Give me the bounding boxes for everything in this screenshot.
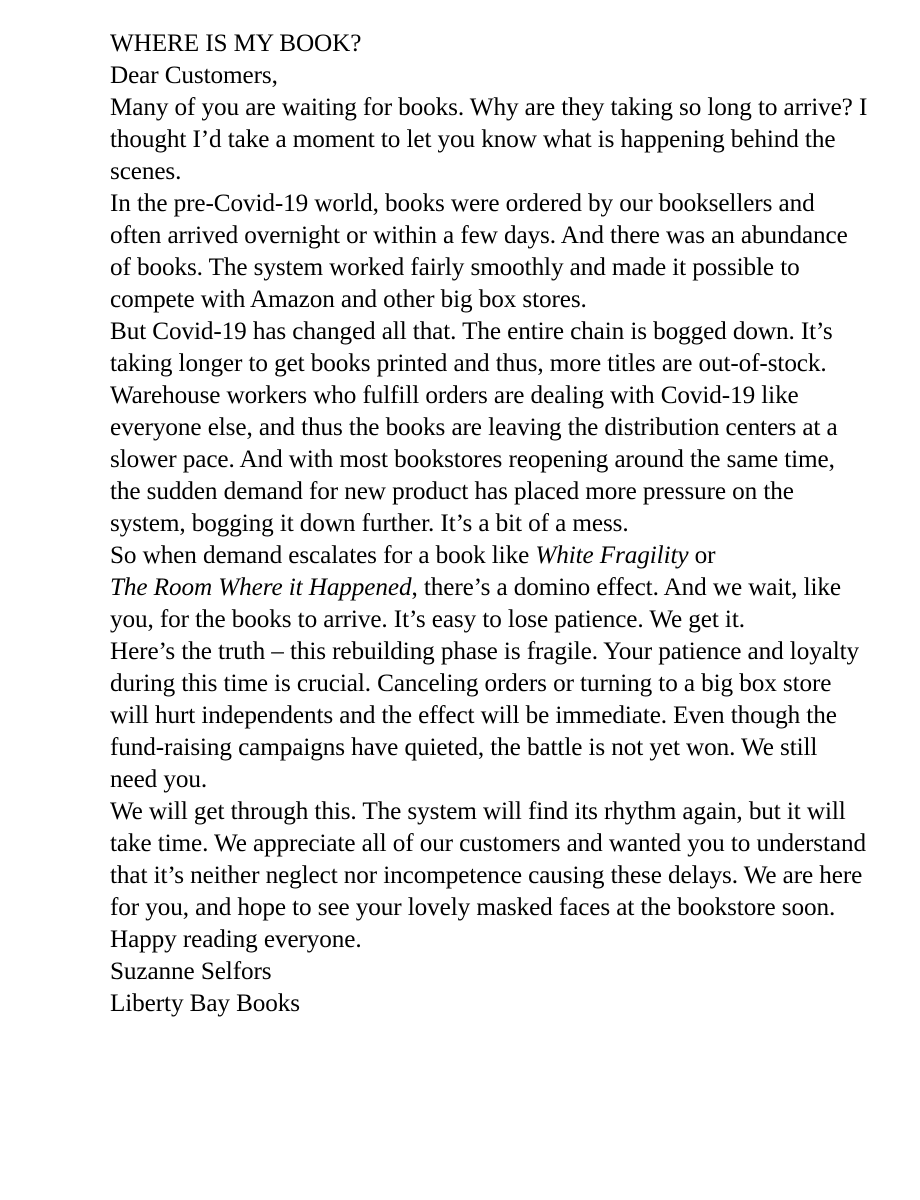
- paragraph-domino-text-between: or: [688, 542, 716, 569]
- salutation: Dear Customers,: [110, 62, 278, 89]
- paragraph-covid-changes: But Covid-19 has changed all that. The entire chain is bogged down. It’s taking longer to get books printed and thus, more titles are out-of-stock. Warehouse workers who fulfill orders are dealing with Covid-19 like everyone else, and thus the books are leaving the distribution centers at a slower pace. And with most bookstores reopening around the same time, the sudden demand for new product has placed more pressure on the system, bogging it down further. It’s a bit of a mess.: [110, 318, 838, 537]
- letter: [110, 28, 870, 1020]
- paragraph-domino-text-before: So when demand escalates for a book like: [110, 542, 536, 569]
- paragraph-domino-effect: [110, 540, 870, 636]
- letter-title: WHERE IS MY BOOK?: [110, 30, 362, 57]
- book-title-white-fragility: White Fragility: [535, 542, 689, 569]
- paragraph-pre-covid: In the pre-Covid-19 world, books were ordered by our booksellers and often arrived overnight or within a few days. And there was an abundance of books. The system worked fairly smoothly and made it possible to compete with Amazon and other big box stores.: [110, 190, 848, 313]
- paragraph-truth: Here’s the truth – this rebuilding phase is fragile. Your patience and loyalty during this time is crucial. Canceling orders or turning to a big box store will hurt independents and the effect will be immediate. Even though the fund-raising campaigns have quieted, the battle is not yet won. We still need you.: [110, 638, 860, 793]
- signature-name: Suzanne Selfors: [110, 958, 272, 985]
- signature-store: Liberty Bay Books: [110, 990, 300, 1017]
- paragraph-domino-text-after: , there’s a domino effect. And we wait, like you, for the books to arrive. It’s easy to lose patience. We get it.: [110, 574, 841, 633]
- paragraph-waiting: Many of you are waiting for books. Why are they taking so long to arrive? I thought I’d take a moment to let you know what is happening behind the scenes.: [110, 94, 868, 185]
- paragraph-get-through: We will get through this. The system will find its rhythm again, but it will take time. We appreciate all of our customers and wanted you to understand that it’s neither neglect nor incompetence causing these delays. We are here for you, and hope to see your lovely masked faces at the bookstore soon.: [110, 798, 866, 921]
- closing-line: Happy reading everyone.: [110, 926, 362, 953]
- book-title-room-where-it-happened: The Room Where it Happened: [110, 574, 412, 601]
